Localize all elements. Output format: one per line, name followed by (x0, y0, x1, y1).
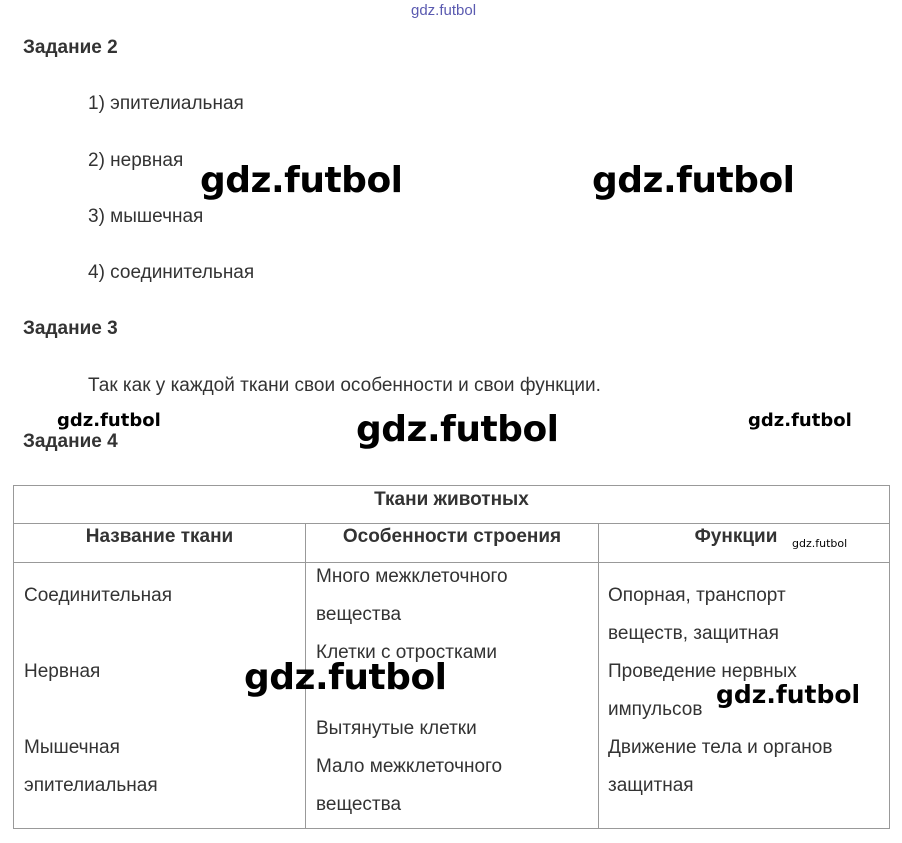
cell-name-4: эпителиальная (24, 775, 158, 796)
task2-item-4: 4) соединительная (88, 262, 255, 283)
table-title: Ткани животных (14, 486, 889, 524)
watermark-small-left: gdz.futbol (57, 410, 161, 431)
cell-function-1b: веществ, защитная (608, 623, 779, 644)
watermark-mid-table: gdz.futbol (716, 680, 861, 709)
watermark-big-table: gdz.futbol (244, 657, 447, 698)
cell-function-1a: Опорная, транспорт (608, 585, 786, 606)
watermark-top: gdz.futbol (411, 2, 477, 19)
watermark-tiny-header: gdz.futbol (792, 537, 848, 550)
task2-item-2: 2) нервная (88, 150, 184, 171)
watermark-big-2: gdz.futbol (592, 160, 795, 201)
col-divider-2 (598, 524, 599, 828)
cell-structure-3: Вытянутые клетки (316, 718, 477, 739)
cell-structure-2: Клетки с отростками (316, 642, 497, 663)
header-name: Название ткани (85, 526, 234, 547)
cell-function-4: защитная (608, 775, 694, 796)
task4-heading: Задание 4 (23, 431, 118, 452)
cell-structure-1b: вещества (316, 604, 402, 625)
cell-function-3: Движение тела и органов (608, 737, 833, 758)
task3-heading: Задание 3 (23, 318, 118, 339)
header-functions: Функции (694, 526, 778, 547)
cell-name-3: Мышечная (24, 737, 120, 758)
cell-structure-4a: Мало межклеточного (316, 756, 503, 777)
cell-name-1: Соединительная (24, 585, 173, 606)
cell-function-2b: импульсов (608, 699, 703, 720)
watermark-big-1: gdz.futbol (200, 160, 403, 201)
watermark-small-right: gdz.futbol (748, 410, 852, 431)
tissues-table (13, 485, 890, 829)
task2-item-3: 3) мышечная (88, 206, 204, 227)
task2-item-1: 1) эпителиальная (88, 93, 244, 114)
cell-function-2a: Проведение нервных (608, 661, 797, 682)
cell-name-2: Нервная (24, 661, 101, 682)
cell-structure-4b: вещества (316, 794, 402, 815)
task3-text: Так как у каждой ткани свои особенности и свои функции. (88, 375, 601, 396)
cell-structure-1a: Много межклеточного (316, 566, 508, 587)
task2-heading: Задание 2 (23, 37, 118, 58)
header-structure: Особенности строения (342, 526, 562, 547)
watermark-big-3: gdz.futbol (356, 409, 559, 450)
